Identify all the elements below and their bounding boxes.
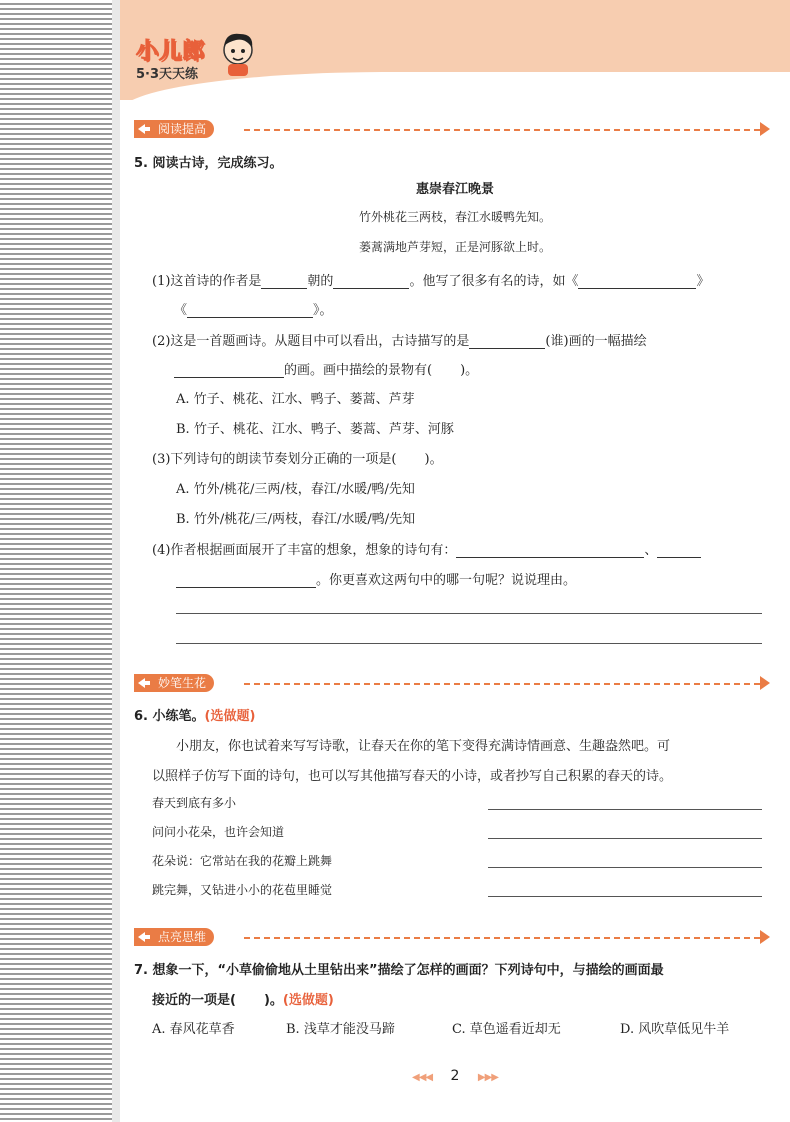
binding-stripes	[0, 0, 112, 1122]
arrow-right-icon	[760, 676, 770, 690]
q5-p4-text-a: (4)作者根据画面展开了丰富的想象，想象的诗句有：	[152, 543, 457, 558]
q5-p3-text-a: (3)下列诗句的朗读节奏划分正确的一项是(	[152, 452, 397, 467]
prev-arrows-icon: ◀◀◀	[412, 1072, 433, 1083]
poem-line-1: 竹外桃花三两枝，春江水暖鸭先知。	[358, 210, 551, 224]
page-number: 2	[450, 1068, 460, 1084]
q5-2-option-a: A. 竹子、桃花、江水、鸭子、蒌蒿、芦芽	[176, 392, 415, 407]
q5-part1-cont	[174, 299, 333, 318]
next-arrows-icon: ▶▶▶	[477, 1072, 498, 1083]
poem-line-2: 蒌蒿满地芦芽短，正是河豚欲上时。	[358, 240, 551, 254]
verse-blank-2a[interactable]	[657, 543, 701, 558]
q6-paragraph-1: 小朋友，你也试着来写写诗歌，让春天在你的笔下变得充满诗情画意、生趣盎然吧。可	[176, 739, 671, 754]
arrow-icon	[136, 675, 152, 691]
scene-blank[interactable]	[174, 363, 284, 378]
section-divider	[244, 683, 760, 685]
brand-logo	[136, 34, 205, 82]
section-divider	[244, 937, 760, 939]
q5-p4-text-c: 。你更喜欢这两句中的哪一句呢？说说理由。	[316, 573, 577, 588]
section-label: 妙笔生花	[158, 676, 207, 690]
q5-p2-text-d: )。	[460, 363, 479, 378]
q7-option-c: C. 草色遥看近却无	[452, 1022, 561, 1037]
q7-text-a: 接近的一项是(	[152, 993, 236, 1008]
sample-line-3: 花朵说：它常站在我的花瓣上跳舞	[152, 854, 333, 868]
author-blank[interactable]	[261, 274, 307, 289]
arrow-icon	[136, 121, 152, 137]
section-reading	[134, 120, 774, 140]
q5-3-option-a: A. 竹外/桃花/三两/枝，春江/水暖/鸭/先知	[176, 482, 415, 497]
section-tag	[134, 674, 214, 692]
brand-series: 5·3天天练	[136, 67, 199, 82]
poem-name-blank-2[interactable]	[187, 303, 313, 318]
arrow-right-icon	[760, 930, 770, 944]
question-5-title: 5. 阅读古诗，完成练习。	[134, 156, 283, 171]
q5-p3-text-b: )。	[424, 452, 443, 467]
page-footer	[120, 1068, 790, 1084]
mascot-icon	[218, 30, 258, 78]
q5-p2-text-b: (谁)画的一幅描绘	[545, 334, 647, 349]
section-thinking	[134, 928, 774, 948]
write-line-2[interactable]	[488, 838, 762, 839]
q5-p1-text-e: 《	[174, 303, 188, 318]
section-divider	[244, 129, 760, 131]
q5-p1-text-b: 朝的	[307, 274, 334, 289]
q5-p1-text-d: 》	[696, 274, 710, 289]
q5-part1	[152, 270, 709, 289]
verse-blank-1[interactable]	[456, 543, 644, 558]
q5-part4	[152, 539, 701, 558]
sample-line-2: 问问小花朵，也许会知道	[152, 825, 285, 839]
q5-p1-text-f: 》。	[313, 303, 333, 318]
question-6-title	[134, 705, 255, 724]
section-tag	[134, 928, 214, 946]
poem-name-blank-1[interactable]	[578, 274, 696, 289]
question-7-title: 7. 想象一下，“小草偷偷地从土里钻出来”描绘了怎样的画面？下列诗句中，与描绘的画面最	[134, 963, 664, 978]
q5-3-option-b: B. 竹外/桃花/三/两枝，春江/水暖/鸭/先知	[176, 512, 416, 527]
q5-part2-cont	[174, 359, 478, 378]
write-line-3[interactable]	[488, 867, 762, 868]
write-line-1[interactable]	[488, 809, 762, 810]
dynasty-blank[interactable]	[333, 274, 409, 289]
section-tag	[134, 120, 214, 138]
optional-tag: (选做题)	[204, 709, 256, 724]
section-writing	[134, 674, 774, 694]
q7-option-d: D. 风吹草低见牛羊	[620, 1022, 730, 1037]
arrow-icon	[136, 929, 152, 945]
answer-line-1[interactable]	[176, 613, 762, 614]
q6-title-text: 6. 小练笔。	[134, 709, 205, 724]
q5-p2-text-c: 的画。画中描绘的景物有(	[284, 363, 433, 378]
answer-line-2[interactable]	[176, 643, 762, 644]
verse-blank-2b[interactable]	[176, 573, 316, 588]
q7-text-b: )。	[263, 993, 283, 1008]
section-label: 点亮思维	[158, 930, 207, 944]
q5-2-option-b: B. 竹子、桃花、江水、鸭子、蒌蒿、芦芽、河豚	[176, 422, 454, 437]
q5-part3	[152, 448, 443, 467]
arrow-right-icon	[760, 122, 770, 136]
sample-line-4: 跳完舞，又钻进小小的花苞里睡觉	[152, 883, 333, 897]
brand-title: 小儿郎	[136, 39, 206, 64]
binding-edge	[112, 0, 120, 1122]
q7-option-a: A. 春风花草香	[152, 1022, 235, 1037]
workbook-page	[120, 0, 790, 1122]
q5-part4-cont	[176, 569, 576, 588]
sample-line-1: 春天到底有多小	[152, 796, 237, 810]
q6-paragraph-2: 以照样子仿写下面的诗句，也可以写其他描写春天的小诗，或者抄写自己积累的春天的诗。	[152, 769, 673, 784]
q5-p2-text-a: (2)这是一首题画诗。从题目中可以看出，古诗描写的是	[152, 334, 470, 349]
section-label: 阅读提高	[158, 122, 207, 136]
write-line-4[interactable]	[488, 896, 762, 897]
q5-part2	[152, 330, 647, 349]
q5-p4-text-b: 、	[644, 543, 658, 558]
q5-p1-text-a: (1)这首诗的作者是	[152, 274, 262, 289]
question-7-line2	[152, 989, 334, 1008]
q5-p1-text-c: 。他写了很多有名的诗，如《	[409, 274, 579, 289]
poem-title: 惠崇春江晚景	[415, 182, 494, 197]
painter-blank[interactable]	[469, 334, 545, 349]
optional-tag: (选做题)	[282, 993, 334, 1008]
q7-option-b: B. 浅草才能没马蹄	[286, 1022, 395, 1037]
